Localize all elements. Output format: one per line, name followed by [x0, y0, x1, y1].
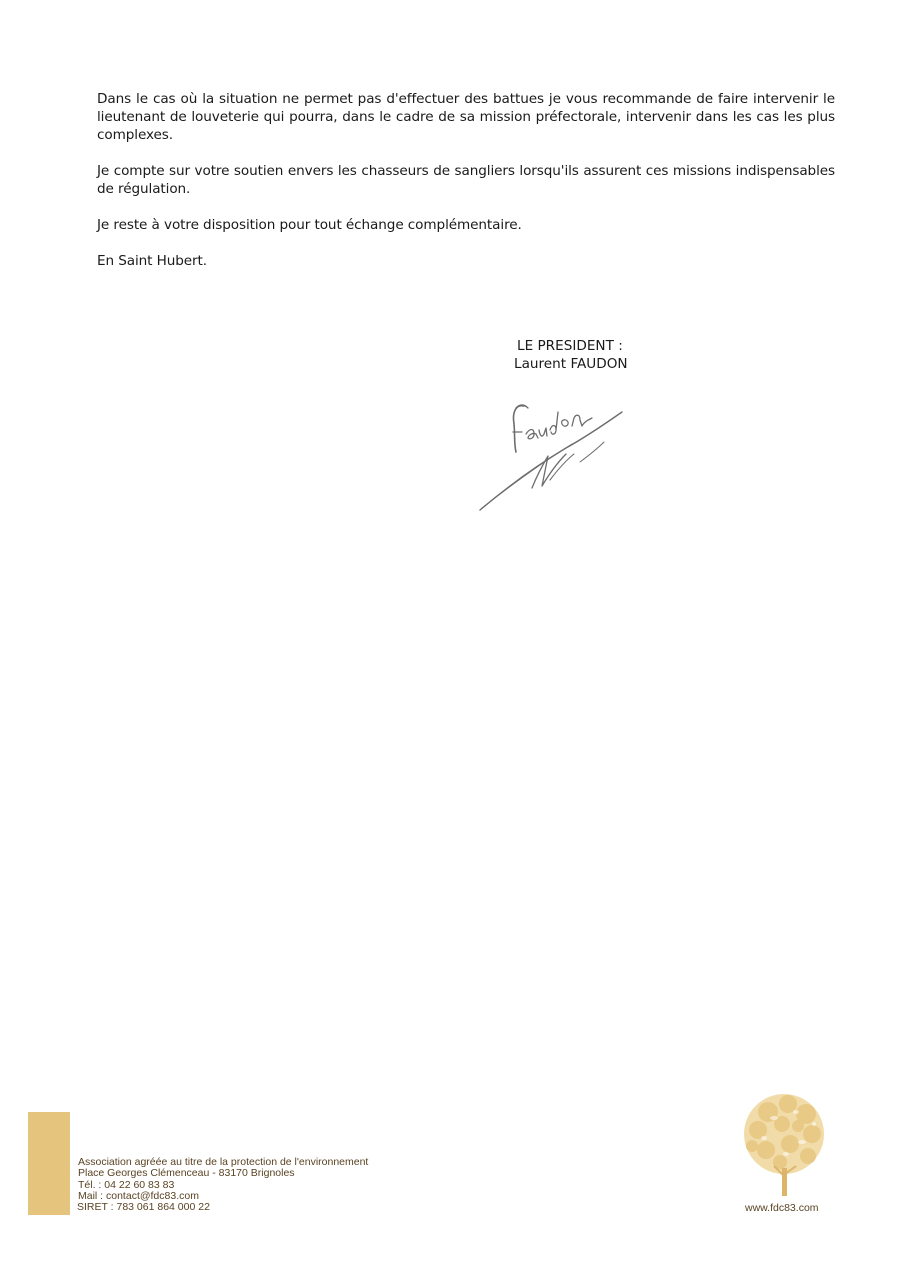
tree-logo-icon: [738, 1090, 830, 1198]
signatory-name: Laurent FAUDON: [514, 356, 628, 372]
paragraph-battues: Dans le cas où la situation ne permet pas d'effectuer des battues je vous recommande de faire intervenir le lieutenant de louveterie qui pourra, dans le cadre de sa mission préfectorale, intervenir dans les cas les plus complexes.: [97, 91, 835, 143]
letter-body: [97, 90, 835, 288]
footer-contact-info: [77, 1157, 368, 1213]
footer-address: Place Georges Clémenceau - 83170 Brignoles: [78, 1167, 295, 1180]
paragraph-disposition: Je reste à votre disposition pour tout échange complémentaire.: [97, 217, 522, 233]
signatory-title: LE PRESIDENT :: [517, 338, 623, 354]
footer-association: Association agréée au titre de la protection de l'environnement: [78, 1156, 369, 1168]
footer-gold-bar: [28, 1112, 70, 1215]
paragraph-soutien: Je compte sur votre soutien envers les chasseurs de sangliers lorsqu'ils assurent ces missions indispensables de régulation.: [97, 163, 835, 197]
footer-phone: Tél. : 04 22 60 83 83: [78, 1178, 175, 1191]
footer-mail: Mail : contact@fdc83.com: [78, 1189, 199, 1202]
closing-salutation: En Saint Hubert.: [97, 253, 207, 269]
signature-block: [514, 337, 628, 373]
handwritten-signature: [476, 392, 636, 514]
website-link[interactable]: www.fdc83.com: [745, 1202, 819, 1214]
footer-siret: SIRET : 783 061 864 000 22: [77, 1201, 210, 1214]
